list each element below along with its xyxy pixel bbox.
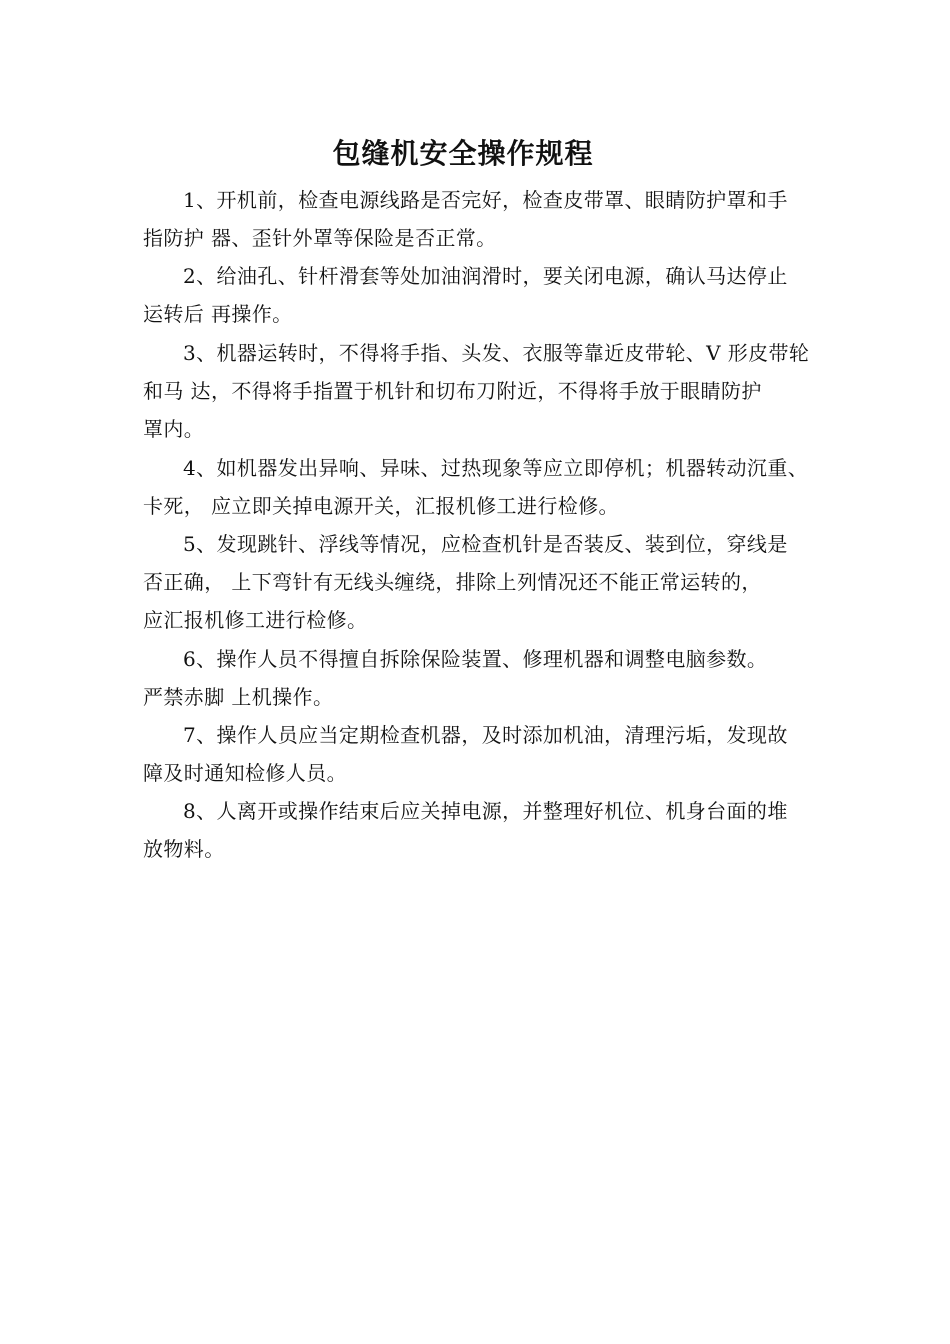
rule-line: 8、人离开或操作结束后应关掉电源，并整理好机位、机身台面的堆 xyxy=(183,799,788,823)
rule-line: 6、操作人员不得擅自拆除保险装置、修理机器和调整电脑参数。 xyxy=(183,647,768,671)
rule-line: 罩内。 xyxy=(143,417,205,441)
rule-line: 1、开机前，检查电源线路是否完好，检查皮带罩、眼睛防护罩和手 xyxy=(183,188,788,212)
rule-line: 指防护 器、歪针外罩等保险是否正常。 xyxy=(143,226,497,250)
rule-line: 严禁赤脚 上机操作。 xyxy=(143,685,334,709)
rule-line: 和马 达，不得将手指置于机针和切布刀附近，不得将手放于眼睛防护 xyxy=(143,379,762,403)
rule-line: 放物料。 xyxy=(143,837,225,861)
document-title: 包缝机安全操作规程 xyxy=(332,137,594,170)
rule-line: 应汇报机修工进行检修。 xyxy=(143,608,368,632)
rule-line: 卡死， 应立即关掉电源开关，汇报机修工进行检修。 xyxy=(143,494,619,518)
rule-line: 7、操作人员应当定期检查机器，及时添加机油，清理污垢，发现故 xyxy=(183,723,788,747)
rule-line: 否正确， 上下弯针有无线头缠绕，排除上列情况还不能正常运转的， xyxy=(143,570,762,594)
rule-line: 5、发现跳针、浮线等情况，应检查机针是否装反、装到位，穿线是 xyxy=(183,532,788,556)
rule-line: 4、如机器发出异响、异味、过热现象等应立即停机；机器转动沉重、 xyxy=(183,456,809,480)
rule-line: 障及时通知检修人员。 xyxy=(143,761,347,785)
rule-line: 2、给油孔、针杆滑套等处加油润滑时，要关闭电源，确认马达停止 xyxy=(183,264,788,288)
rule-line: 3、机器运转时，不得将手指、头发、衣服等靠近皮带轮、V 形皮带轮 xyxy=(183,341,810,365)
rule-line: 运转后 再操作。 xyxy=(143,302,293,326)
